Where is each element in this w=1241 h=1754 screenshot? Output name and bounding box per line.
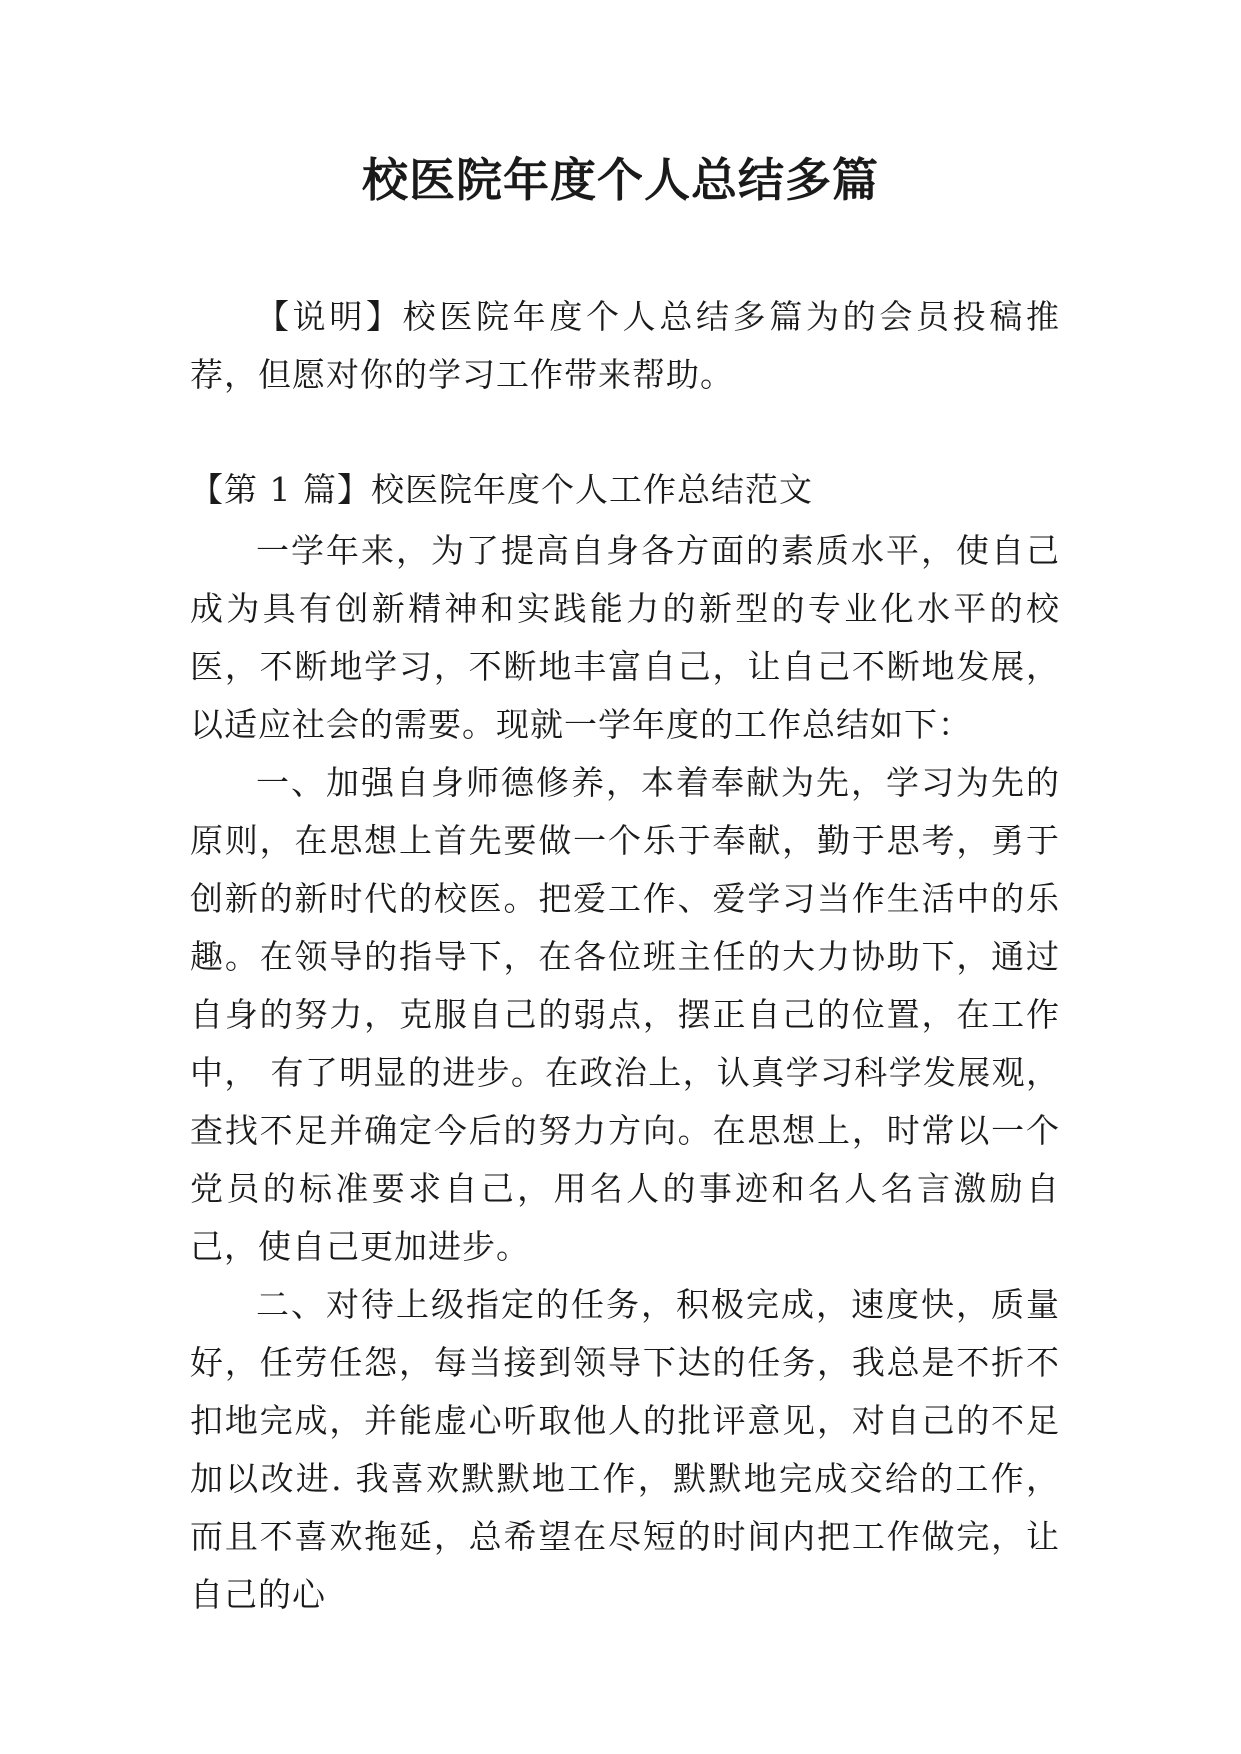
body-text — [190, 522, 1060, 1624]
note-block — [190, 288, 1060, 404]
section-heading: 【第 1 篇】校医院年度个人工作总结范文 — [190, 470, 813, 509]
body-paragraph: 一学年来，为了提高自身各方面的素质水平，使自己成为具有创新精神和实践能力的新型的专业化水平的校医，不断地学习，不断地丰富自己，让自己不断地发展，以适应社会的需要。现就一学年度的工作总结如下： — [190, 531, 1060, 744]
body-paragraph: 一、加强自身师德修养，本着奉献为先，学习为先的原则，在思想上首先要做一个乐于奉献，勤于思考，勇于创新的新时代的校医。把爱工作、爱学习当作生活中的乐趣。在领导的指导下，在各位班主任的大力协助下，通过自身的努力，克服自己的弱点，摆正自己的位置，在工作中， 有了明显的进步。在政治上，认真学习科学发展观，查找不足并确定今后的努力方向。在思想上，时常以一个党员的标准要求自己，用名人的事迹和名人名言激励自己，使自己更加进步。 — [190, 763, 1060, 1266]
document-title: 校医院年度个人总结多篇 — [362, 153, 879, 207]
section-heading-block — [190, 461, 1060, 519]
note-paragraph: 【说明】校医院年度个人总结多篇为的会员投稿推荐，但愿对你的学习工作带来帮助。 — [190, 297, 1060, 394]
body-paragraph: 二、对待上级指定的任务，积极完成，速度快，质量好，任劳任怨，每当接到领导下达的任务，我总是不折不扣地完成，并能虚心听取他人的批评意见，对自己的不足加以改进. 我喜欢默默地工作，默默地完成交给的工作，而且不喜欢拖延，总希望在尽短的时间内把工作做完，让自己的心 — [190, 1285, 1060, 1614]
